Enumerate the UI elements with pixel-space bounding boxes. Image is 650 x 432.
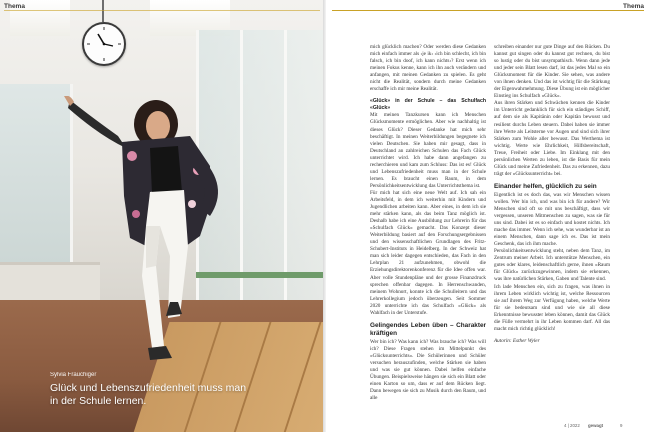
paragraph: Für mich hat sich eine neue Welt auf. Ich sah ein Arbeitsfeld, in dem ich weiterhin mit Kindern und Jugendlichen arbeiten kann. Aber eines, in dem ich sie mehr stärken kann, als das beim Tanz möglich ist. Deshalb habe ich eine Ausbildung zur Lehrerin für das «Schulfach Glück» gemacht. Das Konzept dieser Weiterbildung basiert auf den Forschungsergebnissen und den wissenschaftlichen Grundlagen des Fritz-Schubert-Instituts in Heidelberg. In der Schweiz hat man sich leider dagegen entschieden, das Fach in den Lehrplan 21 aufzunehmen, obwohl die Erziehungsdirektorenkonferenz für die Idee offen war. Aber volle Stundenpläne und der grosse Finanzdruck sprechen offenbar dagegen. In Herrenschwanden, meinem Wohnort, konnte ich die Schulleitern und das Lehrerkollegium jedoch überzeugen. Seit Sommer 2020 unterrichte ich das Schulfach «Glück» als Wahlfach in der Unterstufe. bbox=[370, 189, 486, 316]
paragraph: Mit meinen Tanzkursen kann ich Menschen Glücksmomente ermöglichen. Aber wie nachhaltig ist dieses Glück? Dieser Gedanke hat mich sehr beschäftigt. In meinen Weiterbildungen begegnete ich vielen Deutschen. Sie haben mir gesagt, dass in Deutschland an zahlreichen Schulen das Fach Glück unterrichtet wird. Ich habe dann angefangen zu recherchieren und kam zum Schluss: Das ist es! Glück und Lebenszufriedenheit muss man in der Schule lernen. Es braucht einen Raum, in dem Persönlichkeitsentwicklung das Unterrichtsthema ist. bbox=[370, 112, 486, 189]
paragraph: Aus ihren Stärken und Schwächen kennen die Kinder im Unterricht gedanklich für sich ein ständiges Schiff, auf dem sie als Kapitänin oder Kapitän bewusst und resilient durchs Leben steuern. Dabei haben sie immer ihre Werte als Leitsterne vor Augen und sind sich ihrer Stärken zum Wohle aller bewusst. Das Werthema ist wichtig. Werte wie Ehrlichkeit, Hilfsbereitschaft, Treue, Freiheit oder Liebe. Im Einklang mit den persönlichen Werten zu leben, ist die Basis für mein Glück und meine Zufriedenheit. Das zu erkennen, dazu trägt der «Glücksunterricht» bei. bbox=[494, 100, 610, 177]
paragraph: Eigentlich ist es doch das, was wir Menschen wissen wollen. Wer bin ich, und was bin ich für andere? Wir Menschen sind oft so mit uns beschäftigt, dass wir vergessen, unseren Mitmenschen zu sagen, was sie für uns sind. Dabei ist es so einfach und kostet nichts. Ich mache das immer. Wenn ich sehe, was wunderbar ist an einem Menschen, dann sage ich es. Das ist mein Geschenk, das ich ihm mache. bbox=[494, 191, 610, 248]
photo-caption: Glück und Lebenszufriedenheit muss man in der Schule lernen. bbox=[50, 382, 247, 407]
paragraph: schreiben einander nur gute Dinge auf den Rücken. Du kannst gut singen oder du kannst gut rechnen, du bist so lustig oder du bist unsympathisch. Wenn dann jede und jeder sein Blatt lesen darf, ist das jedes Mal so ein Glücksmoment für die Kinder. Sie sehen, was andere von ihnen denken. Und das ist wichtig für die Stärkung der Eigenwahrnehmung. Diese Übung ist ein möglicher Einstieg ins Schulfach «Glück». bbox=[494, 44, 610, 100]
section-rule bbox=[4, 10, 320, 11]
section-tag-right: Thema bbox=[623, 3, 644, 10]
text-column-2 bbox=[494, 44, 610, 345]
footer-page-number: 9 bbox=[620, 423, 623, 428]
clock-face bbox=[82, 22, 126, 66]
dancing-woman-figure bbox=[60, 96, 240, 376]
footer-issue: 4 | 2022 bbox=[564, 423, 580, 428]
section-tag-left: Thema bbox=[4, 3, 25, 10]
paragraph: Ich lade Menschen ein, sich zu fragen, was ihnen in ihrem Leben wirklich wichtig ist, welche Ressourcen sie auf ihrem Weg zur Verfügung haben, welche Werte für sie bedeutsam sind und wie sie all diese Erkenntnisse bewusster leben können, damit das Glück die Fülle vermehrt in ihr Leben kommen darf. All das macht mich richtig glücklich! bbox=[494, 283, 610, 332]
paragraph: mich glücklich machen? Oder werden diese Gedanken mich einfach immer als ‹je ik› ‹ich bin schlecht, ich bin falsch, ich bin doof, ich kann nichts›? Erst wenn ich meinen Fokus kenne, kann ich ihn auch verändern und anfangen, mit meinen Gedanken zu spielen. Es geht nicht die Realität, sondern durch meine Gedanken erschaffe ich mir meine Realität. bbox=[370, 44, 486, 93]
left-page-photo bbox=[0, 0, 324, 432]
photo-credit: Sylvia Frauchiger bbox=[50, 372, 97, 378]
section-heading: Gelingendes Leben üben – Charakter kräftigen bbox=[370, 321, 486, 337]
text-column-1 bbox=[370, 44, 486, 402]
author-credit: Autorin: Esther Wyler bbox=[494, 337, 540, 344]
clock-rod bbox=[102, 0, 104, 22]
paragraph: Persönlichkeitsentwicklung steht, neben dem Tanz, im Zentrum meiner Arbeit. Ich unterstütze Menschen, ein gutes oder klares, leidenschaftlich gerne, ihnen «Raum für Glück» zurückzugewinnen, indem sie erkennen, was ihre natürlichen Stärken, Gaben und Talente sind. bbox=[494, 248, 610, 283]
clock-hands-icon bbox=[84, 24, 124, 64]
footer-magazine: gewagt bbox=[588, 423, 604, 428]
subheading: «Glück» in der Schule – das Schulfach «Glück» bbox=[370, 98, 486, 112]
paragraph: Wer bin ich? Was kann ich? Was brauche ich? Was will ich? Diese Fragen stehen im Mittelpunkt des «Glücksunterrichts». Die Schülerinnen und Schüler versuchen herauszufinden, welche Stärken sie haben und was sie gut können. Dabei helfen einfache Übungen. Beispielsweise hängen sie sich ein Blatt oder einen Karton so um, dass er auf dem Rücken liegt. Dann bewegen sie sich zu Musik durch den Raum, und alle bbox=[370, 338, 486, 402]
section-heading: Einander helfen, glücklich zu sein bbox=[494, 182, 597, 190]
right-page-text bbox=[326, 0, 650, 432]
section-rule bbox=[332, 10, 644, 11]
